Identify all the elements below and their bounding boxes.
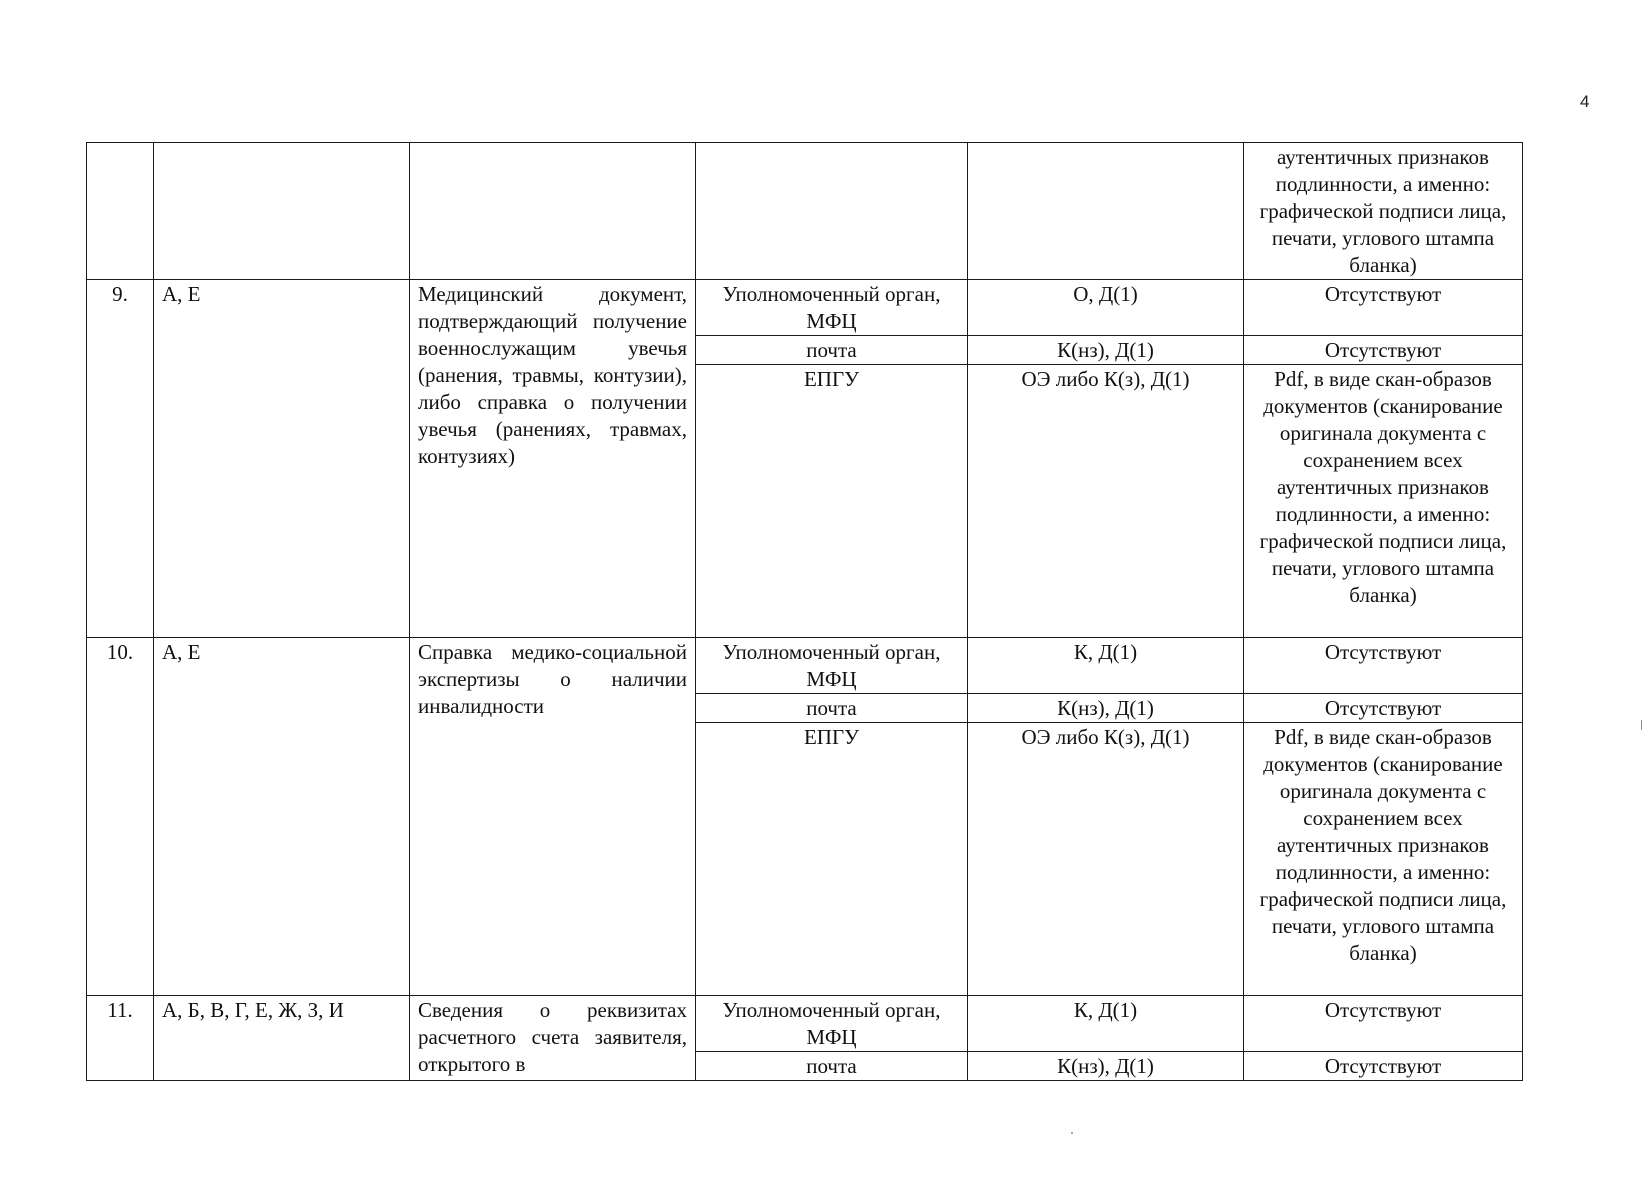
cell-channel: почта [696, 1052, 968, 1081]
cell-document: Справка медико-социальной экспертизы о наличии инвалидности [410, 638, 696, 996]
cell-categories: А, Б, В, Г, Е, Ж, З, И [154, 996, 410, 1081]
cell-channel: ЕПГУ [696, 365, 968, 638]
cell-categories: А, Е [154, 280, 410, 638]
cell-form: К, Д(1) [968, 996, 1244, 1052]
cell-categories: А, Е [154, 638, 410, 996]
cell-form: К, Д(1) [968, 638, 1244, 694]
cell-channel: Уполномоченный орган, МФЦ [696, 280, 968, 336]
row-number: 10. [87, 638, 154, 996]
cell-empty [410, 143, 696, 280]
scan-speck [1641, 720, 1642, 730]
row-number: 11. [87, 996, 154, 1081]
cell-document: Сведения о реквизитах расчетного счета заявителя, открытого в [410, 996, 696, 1081]
cell-empty [696, 143, 968, 280]
cell-empty [968, 143, 1244, 280]
cell-channel: почта [696, 336, 968, 365]
cell-form: О, Д(1) [968, 280, 1244, 336]
cell-form: К(нз), Д(1) [968, 336, 1244, 365]
cell-empty [87, 143, 154, 280]
documents-table [86, 142, 1523, 1081]
cell-form: ОЭ либо К(з), Д(1) [968, 723, 1244, 996]
cell-form: К(нз), Д(1) [968, 1052, 1244, 1081]
cell-form: ОЭ либо К(з), Д(1) [968, 365, 1244, 638]
cell-requirements: Отсутствуют [1244, 638, 1523, 694]
cell-requirements: Pdf, в виде скан-образов документов (сканирование оригинала документа с сохранением всех аутентичных признаков подлинности, а именно: графической подписи лица, печати, углового штампа бланка) [1244, 723, 1523, 996]
cell-channel: почта [696, 694, 968, 723]
cell-channel: ЕПГУ [696, 723, 968, 996]
cell-requirements: Pdf, в виде скан-образов документов (сканирование оригинала документа с сохранением всех аутентичных признаков подлинности, а именно: графической подписи лица, печати, углового штампа бланка) [1244, 365, 1523, 638]
scan-speck [1071, 1132, 1073, 1134]
table-row [87, 996, 1523, 1052]
cell-requirements: Отсутствуют [1244, 694, 1523, 723]
cell-requirements: Отсутствуют [1244, 336, 1523, 365]
cell-requirements: Отсутствуют [1244, 996, 1523, 1052]
cell-channel: Уполномоченный орган, МФЦ [696, 996, 968, 1052]
cell-form: К(нз), Д(1) [968, 694, 1244, 723]
cell-requirements: Отсутствуют [1244, 280, 1523, 336]
cell-channel: Уполномоченный орган, МФЦ [696, 638, 968, 694]
cell-document: Медицинский документ, подтверждающий получение военнослужащим увечья (ранения, травмы, контузии), либо справка о получении увечья (ранениях, травмах, контузиях) [410, 280, 696, 638]
row-number: 9. [87, 280, 154, 638]
table-row-continued [87, 143, 1523, 280]
cell-requirements: аутентичных признаков подлинности, а именно: графической подписи лица, печати, углового штампа бланка) [1244, 143, 1523, 280]
table-row [87, 638, 1523, 694]
cell-requirements: Отсутствуют [1244, 1052, 1523, 1081]
page-number: 4 [1580, 92, 1590, 111]
table-row [87, 280, 1523, 336]
cell-empty [154, 143, 410, 280]
